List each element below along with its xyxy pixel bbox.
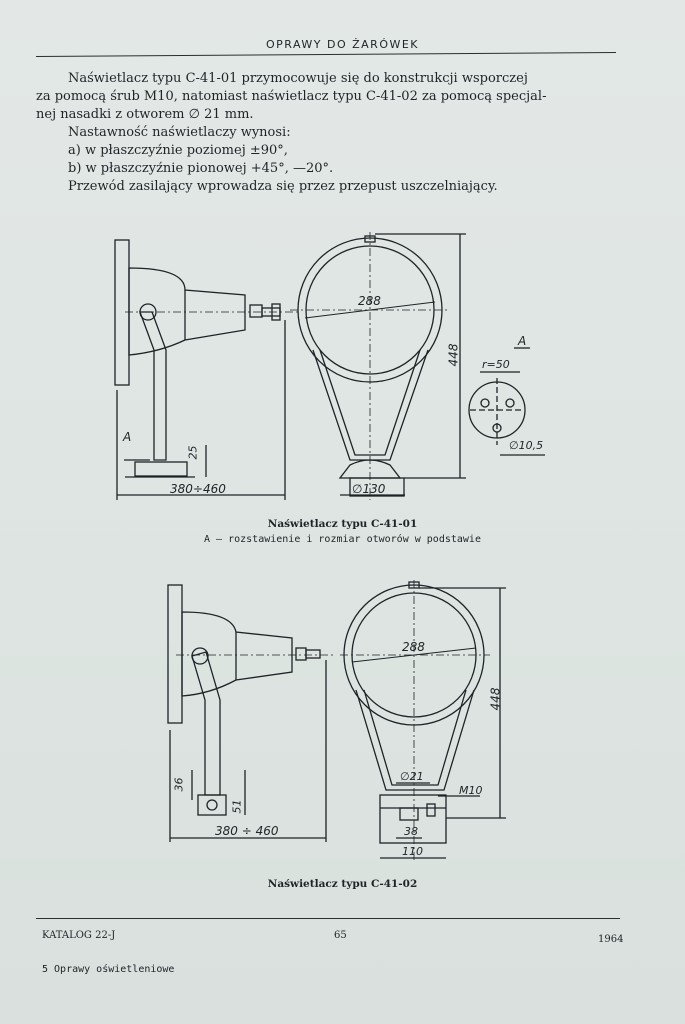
fig2-dim-diameter: 288 (402, 640, 425, 654)
running-header: OPRAWY DO ŻARÓWEK (265, 38, 420, 51)
fig1-dim-base-diameter: ∅130 (352, 482, 386, 496)
mounting-plate (168, 585, 182, 723)
fig2-dim-110: 110 (402, 845, 423, 858)
year: 1964 (598, 934, 624, 945)
pivot-joint (192, 648, 208, 664)
adjustability-vertical: b) w płaszczyźnie pionowej +45°, —20°. (68, 161, 334, 176)
fig1-dim-reach: 380÷460 (170, 482, 226, 496)
catalog-number: KATALOG 22-J (42, 930, 116, 941)
text-line: Naświetlacz typu C-41-01 przymocowuje się do konstrukcji wsporczej (68, 71, 528, 86)
fig2-dim-38: 38 (404, 825, 418, 838)
fig1-dim-diameter: 288 (358, 294, 381, 308)
fig1-detail-label: A (518, 334, 527, 348)
fig1-dim-height: 448 (446, 343, 461, 367)
mounting-sleeve (198, 795, 226, 815)
text-line: nej nasadki z otworem ∅ 21 mm. (36, 107, 254, 122)
section-label: 5 Oprawy oświetleniowe (42, 964, 175, 975)
fig1-base-ref: A (123, 430, 132, 444)
figure1-caption-title: Naświetlacz typu C-41-01 (267, 518, 418, 530)
fig2-dim-bore: ∅21 (400, 770, 424, 783)
fig2-dim-height: 448 (488, 687, 503, 711)
fig1-hole-diameter: ∅10,5 (509, 439, 544, 452)
figure2-caption-title: Naświetlacz typu C-41-02 (267, 878, 418, 890)
adjustability-intro: Nastawność naświetlaczy wynosi: (68, 125, 291, 140)
fig2-dim-bolt: M10 (459, 784, 483, 797)
fig2-dim-36: 36 (172, 777, 186, 792)
footer-rule (36, 918, 620, 919)
page-number: 65 (334, 930, 347, 941)
adjustability-horizontal: a) w płaszczyźnie poziomej ±90°, (68, 143, 288, 158)
fig2-dim-reach: 380 ÷ 460 (215, 824, 279, 838)
figure1-caption-sub: A — rozstawienie i rozmiar otworów w podstawie (204, 534, 481, 545)
fig1-dim-base-height: 25 (186, 445, 200, 460)
fig2-dim-51: 51 (230, 799, 244, 814)
support-arm (192, 652, 220, 795)
text-line: za pomocą śrub M10, natomiast naświetlacz typu C-41-02 za pomocą specjal- (36, 89, 547, 104)
fig1-detail-radius: r=50 (482, 358, 510, 371)
cable-entry-note: Przewód zasilający wprowadza się przez przepust uszczelniający. (68, 179, 498, 194)
